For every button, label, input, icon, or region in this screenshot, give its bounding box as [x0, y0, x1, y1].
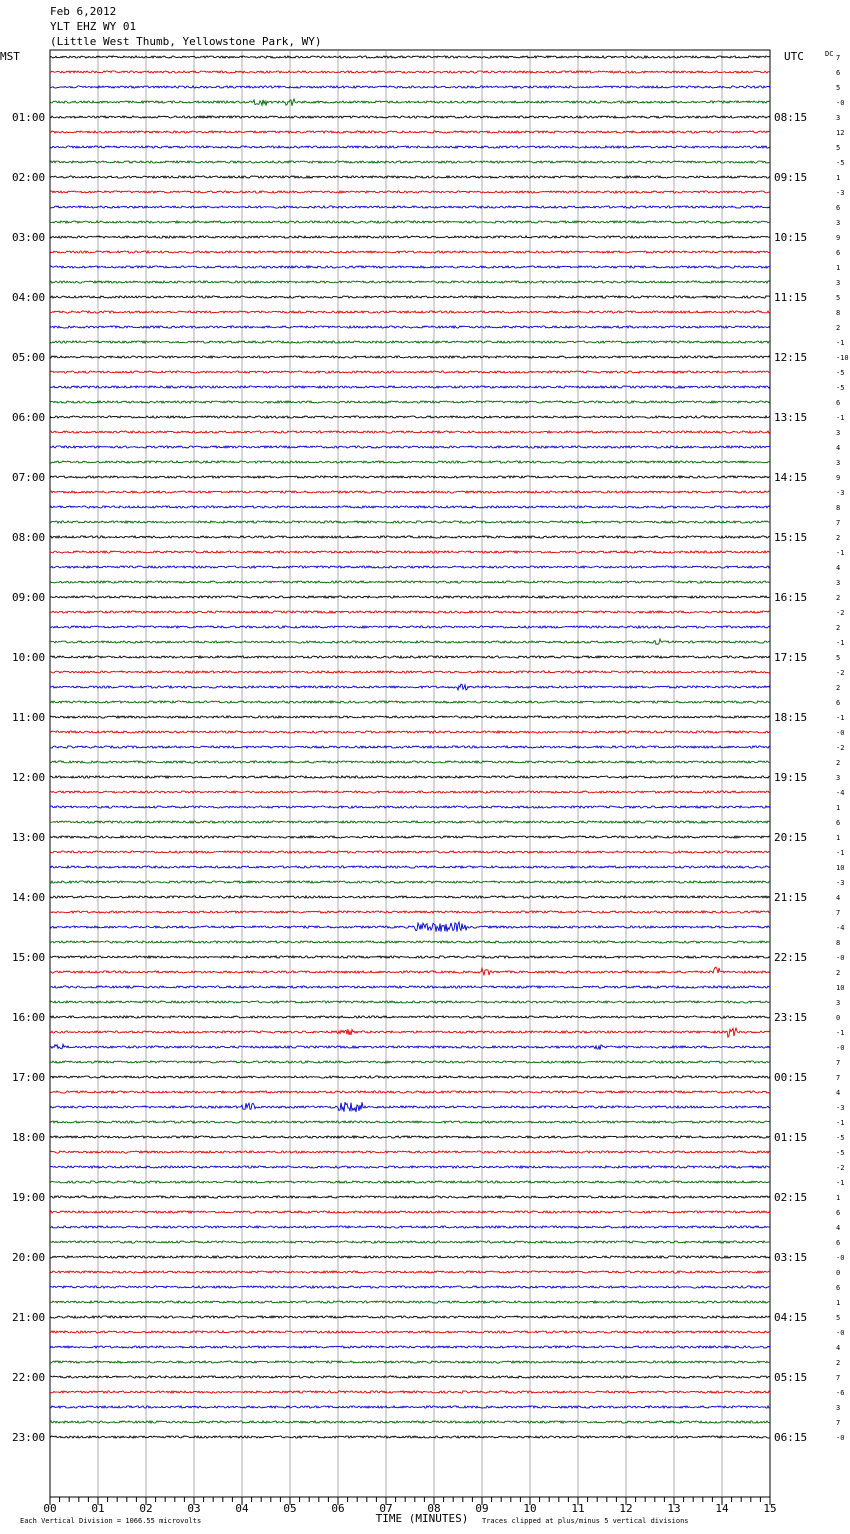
dc-label: DC: [825, 50, 834, 58]
utc-hour-label: 22:15: [774, 951, 808, 964]
dc-offset-label: 6: [836, 699, 841, 707]
utc-hour-label: 05:15: [774, 1371, 808, 1384]
utc-hour-label: 23:15: [774, 1011, 808, 1024]
mst-hour-label: 08:00: [12, 531, 46, 544]
seismic-trace: [50, 446, 770, 448]
utc-hour-label: 06:15: [774, 1431, 808, 1444]
dc-offset-label: -4: [836, 924, 845, 932]
seismic-trace: [50, 967, 770, 975]
dc-offset-label: 1: [836, 834, 841, 842]
utc-hour-label: 20:15: [774, 831, 808, 844]
dc-offset-label: 3: [836, 999, 841, 1007]
dc-offset-label: -1: [836, 414, 845, 422]
mst-hour-label: 02:00: [12, 171, 46, 184]
dc-offset-label: -5: [836, 1149, 845, 1157]
mst-hour-label: 01:00: [12, 111, 46, 124]
dc-offset-label: 7: [836, 519, 841, 527]
seismic-trace: [50, 1391, 770, 1393]
dc-offset-label: -2: [836, 669, 845, 677]
dc-offset-label: 4: [836, 1089, 841, 1097]
utc-hour-label: 01:15: [774, 1131, 808, 1144]
seismic-trace: [50, 1121, 770, 1123]
seismic-trace: [50, 1361, 770, 1363]
labels: [0, 50, 849, 1525]
x-tick-label: 08: [427, 1502, 441, 1515]
mst-hour-label: 13:00: [12, 831, 46, 844]
dc-offset-label: 6: [836, 1239, 841, 1247]
seismic-trace: [50, 236, 770, 238]
dc-offset-label: -0: [836, 99, 845, 107]
dc-offset-label: 6: [836, 204, 841, 212]
utc-hour-label: 19:15: [774, 771, 808, 784]
seismic-trace: [50, 746, 770, 748]
x-tick-label: 06: [331, 1502, 345, 1515]
dc-offset-label: -0: [836, 1254, 845, 1262]
seismic-trace: [50, 266, 770, 268]
dc-offset-label: -2: [836, 609, 845, 617]
x-tick-label: 10: [523, 1502, 537, 1515]
seismic-trace: [50, 922, 770, 932]
seismic-trace: [50, 491, 770, 493]
dc-offset-label: 8: [836, 309, 841, 317]
dc-offset-label: 5: [836, 294, 841, 302]
x-tick-label: 05: [283, 1502, 297, 1515]
utc-hour-label: 09:15: [774, 171, 808, 184]
x-tick-label: 03: [187, 1502, 201, 1515]
seismic-trace: [50, 416, 770, 418]
utc-hour-label: 21:15: [774, 891, 808, 904]
station-code: YLT EHZ WY 01: [50, 20, 137, 33]
seismic-trace: [50, 506, 770, 508]
dc-offset-label: 6: [836, 69, 841, 77]
dc-offset-label: 8: [836, 939, 841, 947]
seismic-trace: [50, 206, 770, 208]
dc-offset-label: -1: [836, 549, 845, 557]
utc-hour-label: 13:15: [774, 411, 808, 424]
seismic-trace: [50, 1376, 770, 1378]
mst-hour-label: 18:00: [12, 1131, 46, 1144]
dc-offset-label: 7: [836, 1074, 841, 1082]
dc-offset-label: -6: [836, 1389, 845, 1397]
seismic-trace: [50, 1286, 770, 1288]
x-tick-label: 09: [475, 1502, 489, 1515]
seismic-trace: [50, 731, 770, 733]
mst-hour-label: 22:00: [12, 1371, 46, 1384]
traces: [50, 56, 770, 1438]
dc-offset-label: 3: [836, 114, 841, 122]
seismic-trace: [50, 684, 770, 690]
seismic-trace: [50, 1016, 770, 1018]
seismic-trace: [50, 476, 770, 478]
seismic-trace: [50, 551, 770, 553]
dc-offset-label: 1: [836, 1194, 841, 1202]
dc-offset-label: -1: [836, 1029, 845, 1037]
dc-offset-label: 10: [836, 984, 845, 992]
seismic-trace: [50, 1061, 770, 1063]
dc-offset-label: 6: [836, 1209, 841, 1217]
x-tick-label: 04: [235, 1502, 249, 1515]
seismic-trace: [50, 1166, 770, 1168]
footer-clip-note: Traces clipped at plus/minus 5 vertical divisions: [482, 1517, 689, 1525]
seismic-trace: [50, 1406, 770, 1408]
dc-offset-label: 5: [836, 1314, 841, 1322]
dc-offset-label: -1: [836, 1179, 845, 1187]
seismic-trace: [50, 146, 770, 148]
mst-hour-label: 12:00: [12, 771, 46, 784]
seismic-trace: [50, 791, 770, 793]
mst-hour-label: 05:00: [12, 351, 46, 364]
x-tick-label: 11: [571, 1502, 585, 1515]
dc-offset-label: -0: [836, 1434, 845, 1442]
seismic-trace: [50, 806, 770, 808]
dc-offset-label: 4: [836, 564, 841, 572]
utc-hour-label: 11:15: [774, 291, 808, 304]
seismic-trace: [50, 566, 770, 568]
mst-hour-label: 11:00: [12, 711, 46, 724]
dc-offset-label: 3: [836, 279, 841, 287]
dc-offset-label: 4: [836, 444, 841, 452]
dc-offset-label: -0: [836, 729, 845, 737]
dc-offset-label: -4: [836, 789, 845, 797]
dc-offset-label: 6: [836, 249, 841, 257]
seismic-trace: [50, 851, 770, 853]
seismic-trace: [50, 1226, 770, 1228]
seismic-trace: [50, 956, 770, 958]
utc-hour-label: 14:15: [774, 471, 808, 484]
seismic-trace: [50, 1091, 770, 1093]
seismic-trace: [50, 1271, 770, 1273]
mst-hour-label: 14:00: [12, 891, 46, 904]
seismic-trace: [50, 56, 770, 58]
dc-offset-label: 7: [836, 1419, 841, 1427]
x-tick-label: 00: [43, 1502, 57, 1515]
mst-hour-label: 23:00: [12, 1431, 46, 1444]
seismic-trace: [50, 1136, 770, 1138]
mst-hour-label: 10:00: [12, 651, 46, 664]
dc-offset-label: 3: [836, 429, 841, 437]
seismic-trace: [50, 986, 770, 988]
x-tick-label: 07: [379, 1502, 393, 1515]
dc-offset-label: 1: [836, 174, 841, 182]
utc-hour-label: 15:15: [774, 531, 808, 544]
seismic-trace: [50, 821, 770, 823]
seismic-trace: [50, 131, 770, 133]
x-tick-label: 01: [91, 1502, 105, 1515]
x-tick-label: 14: [715, 1502, 729, 1515]
right-axis-label: UTC: [784, 50, 804, 63]
seismic-trace: [50, 401, 770, 403]
mst-hour-label: 19:00: [12, 1191, 46, 1204]
mst-hour-label: 21:00: [12, 1311, 46, 1324]
seismic-trace: [50, 761, 770, 763]
utc-hour-label: 18:15: [774, 711, 808, 724]
mst-hour-label: 17:00: [12, 1071, 46, 1084]
seismic-trace: [50, 1028, 770, 1037]
dc-offset-label: -0: [836, 954, 845, 962]
seismic-trace: [50, 1211, 770, 1213]
seismic-trace: [50, 99, 770, 106]
dc-offset-label: 8: [836, 504, 841, 512]
seismic-trace: [50, 191, 770, 193]
seismic-trace: [50, 1001, 770, 1003]
dc-offset-label: 5: [836, 144, 841, 152]
utc-hour-label: 04:15: [774, 1311, 808, 1324]
dc-offset-label: 3: [836, 774, 841, 782]
dc-offset-label: -3: [836, 489, 845, 497]
dc-offset-label: 2: [836, 594, 841, 602]
seismic-trace: [50, 656, 770, 658]
seismic-trace: [50, 1346, 770, 1348]
seismic-trace: [50, 1076, 770, 1078]
seismic-trace: [50, 596, 770, 598]
seismic-trace: [50, 866, 770, 868]
mst-hour-label: 06:00: [12, 411, 46, 424]
mst-hour-label: 16:00: [12, 1011, 46, 1024]
dc-offset-label: 4: [836, 1224, 841, 1232]
utc-hour-label: 00:15: [774, 1071, 808, 1084]
mst-hour-label: 07:00: [12, 471, 46, 484]
dc-offset-label: 1: [836, 804, 841, 812]
seismic-trace: [50, 1044, 770, 1050]
dc-offset-label: 7: [836, 1059, 841, 1067]
seismic-trace: [50, 1102, 770, 1112]
dc-offset-label: 7: [836, 1374, 841, 1382]
seismic-trace: [50, 296, 770, 298]
seismic-trace: [50, 371, 770, 373]
dc-offset-label: -2: [836, 744, 845, 752]
utc-hour-label: 12:15: [774, 351, 808, 364]
seismic-trace: [50, 626, 770, 628]
seismic-trace: [50, 581, 770, 583]
dc-offset-label: 2: [836, 324, 841, 332]
seismic-trace: [50, 716, 770, 718]
seismic-trace: [50, 776, 770, 778]
dc-offset-label: -2: [836, 1164, 845, 1172]
dc-offset-label: -0: [836, 1044, 845, 1052]
seismic-trace: [50, 71, 770, 73]
seismic-trace: [50, 1181, 770, 1183]
dc-offset-label: 5: [836, 84, 841, 92]
dc-offset-label: 2: [836, 684, 841, 692]
dc-offset-label: 7: [836, 54, 841, 62]
seismic-trace: [50, 326, 770, 328]
left-axis-label: MST: [0, 50, 20, 63]
x-axis-title: TIME (MINUTES): [375, 1512, 469, 1525]
dc-offset-label: -10: [836, 354, 849, 362]
dc-offset-label: 1: [836, 1299, 841, 1307]
x-tick-label: 15: [763, 1502, 777, 1515]
mst-hour-label: 15:00: [12, 951, 46, 964]
seismic-trace: [50, 86, 770, 88]
dc-offset-label: 3: [836, 579, 841, 587]
utc-hour-label: 17:15: [774, 651, 808, 664]
footer-scale-note: Each Vertical Division = 1066.55 microvolts: [20, 1517, 202, 1525]
seismic-trace: [50, 1331, 770, 1333]
x-tick-label: 12: [619, 1502, 633, 1515]
seismic-trace: [50, 1421, 770, 1423]
mst-hour-label: 04:00: [12, 291, 46, 304]
seismic-trace: [50, 521, 770, 523]
dc-offset-label: 12: [836, 129, 845, 137]
dc-offset-label: -5: [836, 384, 845, 392]
utc-hour-label: 10:15: [774, 231, 808, 244]
seismic-trace: [50, 536, 770, 538]
seismic-trace: [50, 386, 770, 388]
station-location: (Little West Thumb, Yellowstone Park, WY): [50, 35, 322, 48]
seismic-trace: [50, 671, 770, 673]
seismic-trace: [50, 701, 770, 703]
seismic-trace: [50, 1196, 770, 1198]
dc-offset-label: 3: [836, 219, 841, 227]
seismic-trace: [50, 161, 770, 163]
dc-offset-label: -0: [836, 1329, 845, 1337]
dc-offset-label: -5: [836, 1134, 845, 1142]
x-tick-label: 02: [139, 1502, 153, 1515]
seismic-trace: [50, 1256, 770, 1258]
utc-hour-label: 03:15: [774, 1251, 808, 1264]
utc-hour-label: 16:15: [774, 591, 808, 604]
dc-offset-label: 2: [836, 969, 841, 977]
dc-offset-label: -5: [836, 159, 845, 167]
dc-offset-label: 9: [836, 234, 841, 242]
seismic-trace: [50, 431, 770, 433]
mst-hour-label: 20:00: [12, 1251, 46, 1264]
x-tick-label: 13: [667, 1502, 681, 1515]
seismic-trace: [50, 356, 770, 358]
dc-offset-label: 3: [836, 1404, 841, 1412]
seismic-trace: [50, 611, 770, 613]
dc-offset-label: -1: [836, 849, 845, 857]
seismic-trace: [50, 639, 770, 644]
dc-offset-label: 5: [836, 654, 841, 662]
dc-offset-label: 2: [836, 534, 841, 542]
seismic-trace: [50, 461, 770, 463]
seismic-trace: [50, 1436, 770, 1438]
dc-offset-label: -3: [836, 189, 845, 197]
mst-hour-label: 09:00: [12, 591, 46, 604]
dc-offset-label: 9: [836, 474, 841, 482]
dc-offset-label: 2: [836, 624, 841, 632]
dc-offset-label: -1: [836, 714, 845, 722]
seismic-trace: [50, 311, 770, 313]
seismic-trace: [50, 221, 770, 223]
seismic-trace: [50, 176, 770, 178]
seismic-trace: [50, 116, 770, 118]
dc-offset-label: 4: [836, 894, 841, 902]
dc-offset-label: 1: [836, 264, 841, 272]
dc-offset-label: 2: [836, 1359, 841, 1367]
dc-offset-label: -1: [836, 339, 845, 347]
mst-hour-label: 03:00: [12, 231, 46, 244]
seismic-trace: [50, 896, 770, 898]
dc-offset-label: -1: [836, 639, 845, 647]
seismic-trace: [50, 911, 770, 913]
dc-offset-label: 4: [836, 1344, 841, 1352]
seismic-trace: [50, 881, 770, 883]
seismic-trace: [50, 1241, 770, 1243]
dc-offset-label: 6: [836, 819, 841, 827]
dc-offset-label: 7: [836, 909, 841, 917]
dc-offset-label: 6: [836, 399, 841, 407]
dc-offset-label: 6: [836, 1284, 841, 1292]
seismic-trace: [50, 941, 770, 943]
dc-offset-label: 2: [836, 759, 841, 767]
dc-offset-label: 0: [836, 1014, 841, 1022]
seismic-trace: [50, 1301, 770, 1303]
seismic-trace: [50, 341, 770, 343]
dc-offset-label: 0: [836, 1269, 841, 1277]
dc-offset-label: 10: [836, 864, 845, 872]
utc-hour-label: 08:15: [774, 111, 808, 124]
dc-offset-label: 3: [836, 459, 841, 467]
dc-offset-label: -5: [836, 369, 845, 377]
seismic-trace: [50, 1151, 770, 1153]
plot-date: Feb 6,2012: [50, 5, 117, 18]
dc-offset-label: -3: [836, 879, 845, 887]
dc-offset-label: -1: [836, 1119, 845, 1127]
seismic-trace: [50, 251, 770, 253]
seismic-trace: [50, 836, 770, 838]
seismic-trace: [50, 281, 770, 283]
dc-offset-label: -3: [836, 1104, 845, 1112]
utc-hour-label: 02:15: [774, 1191, 808, 1204]
seismic-trace: [50, 1316, 770, 1318]
